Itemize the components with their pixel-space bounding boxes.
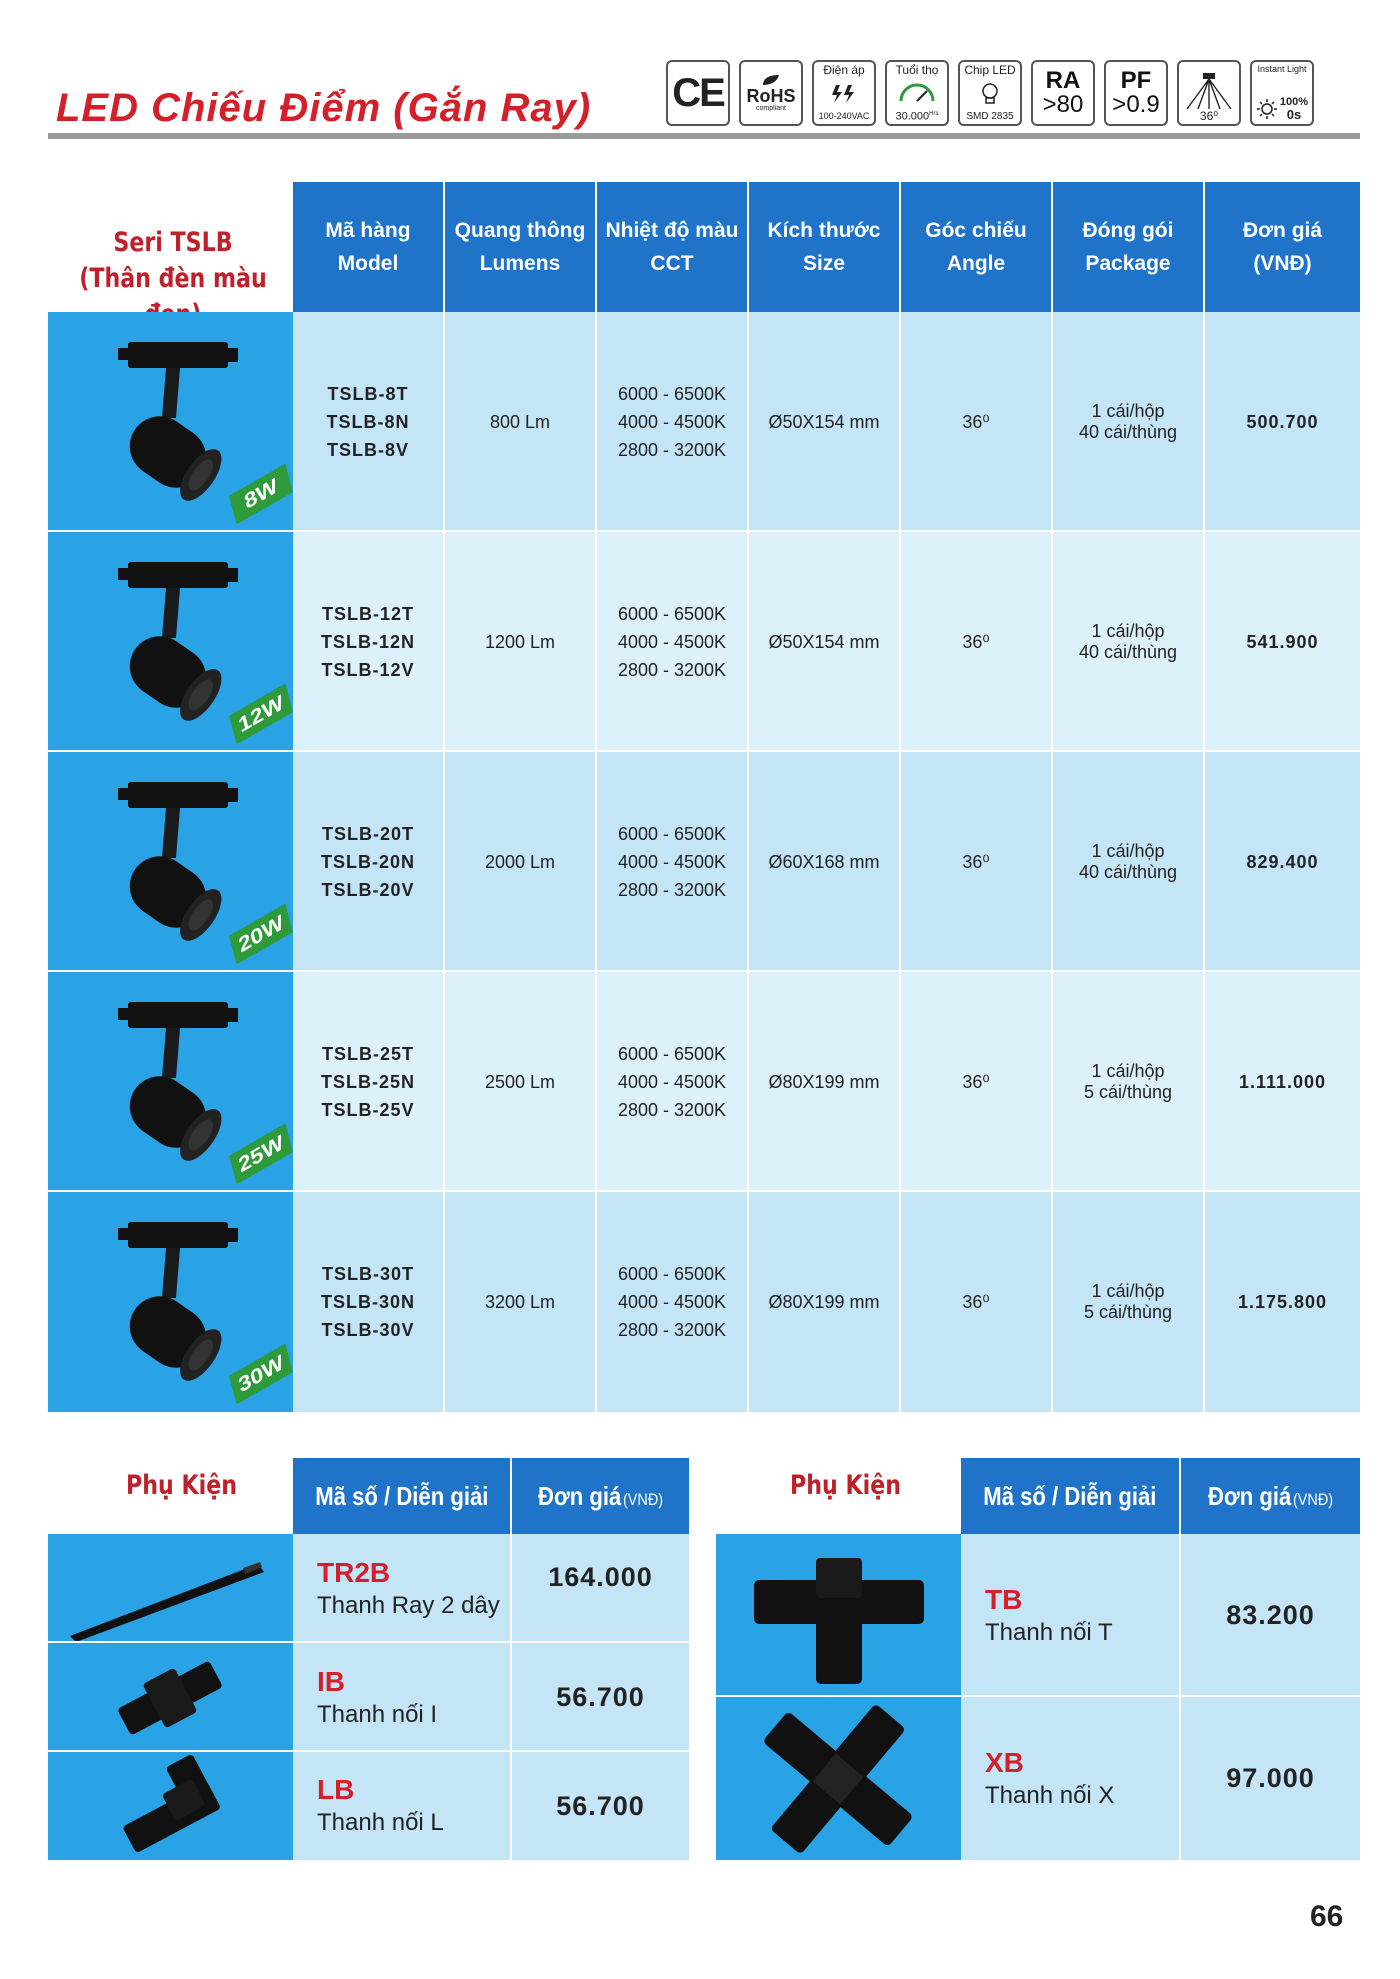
model-cell [293,972,445,1192]
accessory-price: 83.200 [1181,1534,1360,1697]
acc-price-header-text: Đơn giá [1207,1480,1292,1511]
pf-value: >0.9 [1112,91,1160,118]
price-cell: 1.111.000 [1205,972,1360,1192]
product-image [48,752,293,972]
cert-badges [666,60,1314,130]
package-line: 5 cái/thùng [1083,1082,1173,1102]
l-connector-icon [48,1752,293,1860]
accessory-name: Thanh Ray 2 dây [317,1591,500,1619]
t-connector-icon [716,1534,961,1697]
accessory-image [48,1752,293,1860]
cct-cell [597,752,749,972]
cct-value: 4000 - 4500K [617,852,727,872]
lumens-cell: 2500 Lm [445,972,597,1192]
size-cell: Ø50X154 mm [749,312,901,532]
accessory-row [716,1534,1360,1697]
bulb-icon [980,82,1000,106]
model-cell [293,752,445,972]
model-code: TSLB-25V [321,1100,415,1120]
col-package-header [1053,182,1205,312]
package-cell [1053,532,1205,752]
accessory-code: IB [317,1665,345,1697]
cct-value: 2800 - 3200K [617,880,727,900]
price-cell: 541.900 [1205,532,1360,752]
product-image [48,312,293,532]
angle-cell: 36⁰ [901,752,1053,972]
track-rail-icon [48,1534,293,1643]
accessory-row [48,1534,689,1643]
voltage-badge [812,60,876,126]
cct-value: 2800 - 3200K [617,1100,727,1120]
package-cell [1053,972,1205,1192]
accessories-title-left: Phụ Kiện [126,1470,237,1501]
acc-price-header-wrap [1208,1481,1333,1512]
watt-badge: 30W [229,1344,293,1405]
model-code: TSLB-25T [321,1044,414,1064]
price-cell: 500.700 [1205,312,1360,532]
lumens-cell: 3200 Lm [445,1192,597,1412]
col-lumens-en: Lumens [479,252,561,275]
col-angle-en: Angle [946,252,1006,275]
size-cell: Ø80X199 mm [749,972,901,1192]
accessory-desc [293,1752,512,1860]
lightning-icon [828,83,860,105]
accessory-name: Thanh nối X [985,1781,1115,1809]
accessory-name: Thanh nối I [317,1700,438,1728]
accessory-name: Thanh nối L [317,1809,444,1836]
cct-value: 2800 - 3200K [617,1320,727,1340]
angle-cell: 36⁰ [901,1192,1053,1412]
col-price-header [1205,182,1360,312]
watt-badge: 8W [229,464,293,525]
watt-badge: 20W [229,904,293,965]
cct-value: 2800 - 3200K [617,440,727,460]
cct-cell [597,972,749,1192]
cct-value: 6000 - 6500K [617,1044,727,1064]
gauge-icon [897,83,937,103]
accessory-code: XB [985,1746,1024,1778]
col-model-en: Model [337,252,399,275]
lumens-cell: 2000 Lm [445,752,597,972]
title-underline [48,133,1360,139]
col-model-vi: Mã hàng [325,219,411,242]
ce-badge [666,60,730,126]
instant-values [1280,96,1308,122]
accessory-desc [961,1534,1181,1697]
size-cell: Ø50X154 mm [749,532,901,752]
lumens-cell: 1200 Lm [445,532,597,752]
model-code: TSLB-12V [321,660,415,680]
leaf-icon [757,73,785,87]
accessory-code: LB [317,1774,355,1805]
package-cell [1053,312,1205,532]
model-code: TSLB-20N [320,852,415,872]
series-name: Seri TSLB [113,227,233,258]
product-image [48,972,293,1192]
accessories-title-right: Phụ Kiện [790,1470,901,1501]
cct-cell [597,532,749,752]
package-line: 1 cái/hộp [1091,841,1165,861]
ra-value: >80 [1042,91,1084,118]
accessory-desc [293,1643,512,1752]
package-line: 1 cái/hộp [1091,621,1165,641]
acc-price-header-right [1181,1458,1360,1534]
watt-badge: 25W [229,1124,293,1185]
price-cell: 829.400 [1205,752,1360,972]
acc-price-unit: (VNĐ) [1292,1489,1334,1509]
voltage-value: 100-240VAC [818,111,870,121]
cct-value: 6000 - 6500K [617,384,727,404]
cct-value: 4000 - 4500K [617,412,727,432]
cct-value: 6000 - 6500K [617,604,727,624]
package-line: 1 cái/hộp [1091,401,1165,421]
cct-value: 6000 - 6500K [617,824,727,844]
product-row [48,1192,1360,1412]
model-code: TSLB-12N [320,632,415,652]
acc-price-header-text: Đơn giá [537,1480,622,1511]
sun-icon [1256,98,1278,120]
model-cell [293,532,445,752]
col-size-header [749,182,901,312]
lumens-cell: 800 Lm [445,312,597,532]
accessory-desc [293,1534,512,1643]
pf-label: PF [1120,67,1152,94]
col-size-vi: Kích thước [767,219,881,242]
cct-value: 4000 - 4500K [617,632,727,652]
cct-value: 4000 - 4500K [617,1292,727,1312]
model-code: TSLB-25N [320,1072,415,1092]
accessory-price: 56.700 [512,1643,689,1752]
beam-angle-icon [1181,71,1237,111]
lifetime-badge [885,60,949,126]
col-package-en: Package [1085,252,1171,275]
lifetime-number: 30.000 [895,109,930,122]
model-cell [293,1192,445,1412]
product-row [48,972,1360,1192]
lifetime-label: Tuổi thọ [895,63,939,77]
model-code: TSLB-12T [321,604,414,624]
model-code: TSLB-30N [320,1292,415,1312]
product-image [48,532,293,752]
ce-mark: CE [672,71,724,115]
accessory-code: TB [985,1583,1023,1615]
col-lumens-header [445,182,597,312]
instant-time: 0s [1286,107,1302,122]
acc-code-header-text: Mã số / Diễn giải [983,1480,1157,1511]
size-cell: Ø60X168 mm [749,752,901,972]
accessory-price: 164.000 [512,1534,689,1643]
model-code: TSLB-20T [321,824,414,844]
acc-price-header-left [512,1458,689,1534]
rohs-sub: compliant [756,105,786,112]
acc-code-header-text: Mã số / Diễn giải [314,1480,489,1511]
cct-cell [597,1192,749,1412]
model-code: TSLB-8N [326,412,410,432]
model-cell [293,312,445,532]
accessory-price: 56.700 [512,1752,689,1860]
cct-value: 2800 - 3200K [617,660,727,680]
col-cct-vi: Nhiệt độ màu [605,219,739,242]
chip-value: SMD 2835 [966,111,1014,122]
acc-code-header-left [293,1458,512,1534]
col-size-en: Size [802,252,846,275]
cct-cell [597,312,749,532]
page-title: LED Chiếu Điểm (Gắn Ray) [56,86,592,130]
rohs-text: RoHS [746,86,796,106]
product-row [48,312,1360,532]
accessory-code: TR2B [317,1556,391,1588]
package-cell [1053,1192,1205,1412]
acc-code-header-right [961,1458,1181,1534]
accessory-row [716,1697,1360,1860]
angle-cell: 36⁰ [901,312,1053,532]
size-cell: Ø80X199 mm [749,1192,901,1412]
ra-badge [1031,60,1095,126]
cct-value: 6000 - 6500K [617,1264,727,1284]
angle-cell: 36⁰ [901,972,1053,1192]
chip-badge [958,60,1022,126]
package-line: 40 cái/thùng [1078,422,1178,442]
accessory-image [48,1534,293,1643]
instant-light-badge [1250,60,1314,126]
package-line: 5 cái/thùng [1083,1302,1173,1322]
accessory-image [716,1697,961,1860]
col-lumens-vi: Quang thông [454,219,586,242]
package-line: 1 cái/hộp [1091,1281,1165,1301]
product-row [48,752,1360,972]
col-angle-header [901,182,1053,312]
instant-percent: 100% [1279,96,1309,108]
acc-price-header-wrap [538,1481,663,1512]
accessory-image [48,1643,293,1752]
model-code: TSLB-30T [321,1264,414,1284]
model-code: TSLB-30V [321,1320,415,1340]
accessory-row [48,1752,689,1860]
watt-badge: 12W [229,684,293,745]
accessory-image [716,1534,961,1697]
lifetime-value [896,109,939,122]
series-desc: (Thân đèn màu [79,263,267,294]
package-cell [1053,752,1205,972]
col-price-vi: Đơn giá [1242,219,1323,242]
product-row [48,532,1360,752]
beam-angle-value: 36⁰ [1199,109,1219,123]
col-cct-header [597,182,749,312]
cct-value: 4000 - 4500K [617,1072,727,1092]
x-connector-icon [716,1697,961,1860]
price-cell: 1.175.800 [1205,1192,1360,1412]
acc-price-unit: (VNĐ) [622,1489,664,1509]
beam-angle-badge [1177,60,1241,126]
package-line: 40 cái/thùng [1078,642,1178,662]
accessory-name: Thanh nối T [985,1618,1113,1646]
package-line: 40 cái/thùng [1078,862,1178,882]
accessory-desc [961,1697,1181,1860]
instant-body [1256,96,1308,122]
accessory-price: 97.000 [1181,1697,1360,1860]
i-connector-icon [48,1643,293,1752]
page-number: 66 [1310,1900,1344,1933]
model-code: TSLB-20V [321,880,415,900]
chip-label: Chip LED [964,63,1016,77]
pf-badge [1104,60,1168,126]
lifetime-unit: Hrs [929,110,939,117]
voltage-label: Điện áp [823,63,865,77]
product-image [48,1192,293,1412]
col-angle-vi: Góc chiếu [925,219,1027,242]
model-code: TSLB-8T [327,384,409,404]
instant-label: Instant Light [1257,64,1307,74]
model-code: TSLB-8V [326,440,409,460]
rohs-badge [739,60,803,126]
col-cct-en: CCT [650,252,694,275]
col-package-vi: Đóng gói [1082,219,1174,242]
package-line: 1 cái/hộp [1091,1061,1165,1081]
angle-cell: 36⁰ [901,532,1053,752]
col-price-en: (VNĐ) [1253,252,1312,275]
accessory-row [48,1643,689,1752]
col-model-header [293,182,445,312]
ra-label: RA [1045,67,1081,94]
